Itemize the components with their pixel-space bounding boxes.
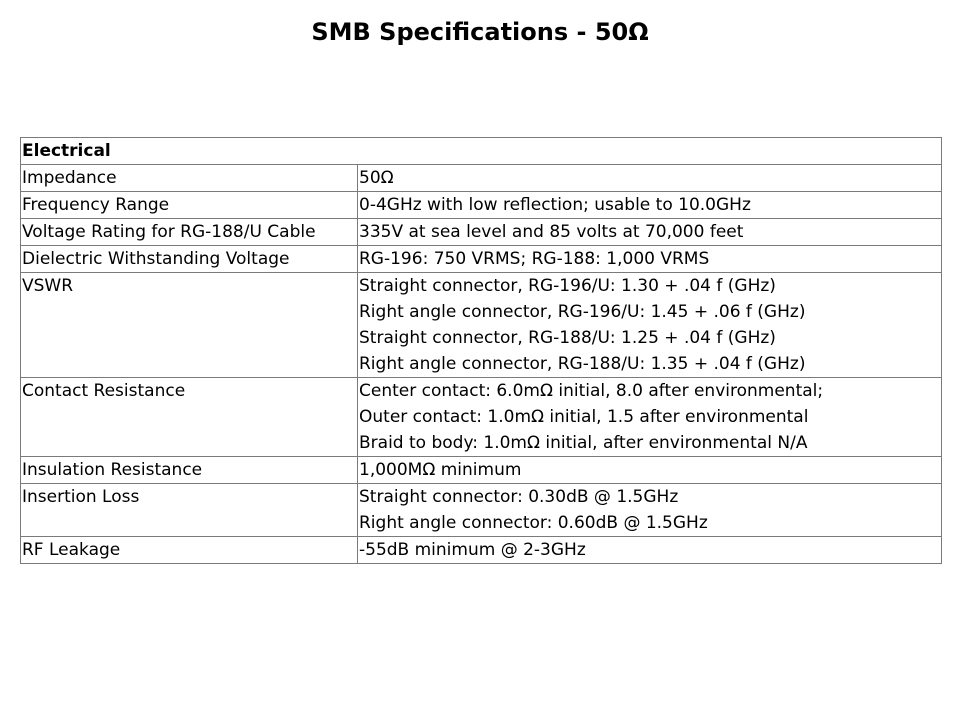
value-line: Right angle connector, RG-196/U: 1.45 + .06 f (GHz) [359, 302, 806, 322]
table-row [21, 192, 942, 219]
table-row [21, 378, 942, 457]
value-line: Right angle connector: 0.60dB @ 1.5GHz [359, 513, 708, 533]
spec-table [20, 137, 942, 564]
row-value [358, 219, 942, 246]
section-header-electrical: Electrical [21, 138, 942, 165]
value-line: RG-196: 750 VRMS; RG-188: 1,000 VRMS [359, 249, 710, 269]
value-line: 50Ω [359, 168, 394, 188]
value-line: Straight connector, RG-188/U: 1.25 + .04 f (GHz) [359, 328, 776, 348]
value-line: Outer contact: 1.0mΩ initial, 1.5 after environmental [359, 407, 809, 427]
value-line: Center contact: 6.0mΩ initial, 8.0 after environmental; [359, 381, 824, 401]
value-line: Right angle connector, RG-188/U: 1.35 + .04 f (GHz) [359, 354, 806, 374]
value-line: 0-4GHz with low reflection; usable to 10.0GHz [359, 195, 751, 215]
table-row [21, 537, 942, 564]
value-line: Braid to body: 1.0mΩ initial, after environmental N/A [359, 433, 808, 453]
row-value [358, 192, 942, 219]
section-header-row [21, 138, 942, 165]
row-label: VSWR [21, 273, 358, 378]
value-line: Straight connector: 0.30dB @ 1.5GHz [359, 487, 679, 507]
row-value [358, 246, 942, 273]
row-label-text: Voltage Rating for RG-188/U Cable [22, 222, 316, 242]
table-row [21, 246, 942, 273]
value-line: 1,000MΩ minimum [359, 460, 522, 480]
row-value [358, 273, 942, 378]
row-label: Contact Resistance [21, 378, 358, 457]
slide-title: SMB Specifications - 50Ω [311, 18, 649, 46]
value-line: -55dB minimum @ 2-3GHz [359, 540, 586, 560]
row-label: Impedance [21, 165, 358, 192]
row-label: Insulation Resistance [21, 457, 358, 484]
value-line: 335V at sea level and 85 volts at 70,000 feet [359, 222, 744, 242]
row-label [21, 219, 358, 246]
value-line: Straight connector, RG-196/U: 1.30 + .04 f (GHz) [359, 276, 776, 296]
table-row [21, 273, 942, 378]
table-row [21, 219, 942, 246]
table-row [21, 484, 942, 537]
table-row [21, 165, 942, 192]
row-value [358, 378, 942, 457]
row-label [21, 246, 358, 273]
row-label: Insertion Loss [21, 484, 358, 537]
table-row [21, 457, 942, 484]
row-value [358, 484, 942, 537]
row-label-text: Dielectric Withstanding Voltage [22, 249, 290, 269]
row-value [358, 457, 942, 484]
row-value [358, 165, 942, 192]
row-label: RF Leakage [21, 537, 358, 564]
row-label: Frequency Range [21, 192, 358, 219]
row-value [358, 537, 942, 564]
